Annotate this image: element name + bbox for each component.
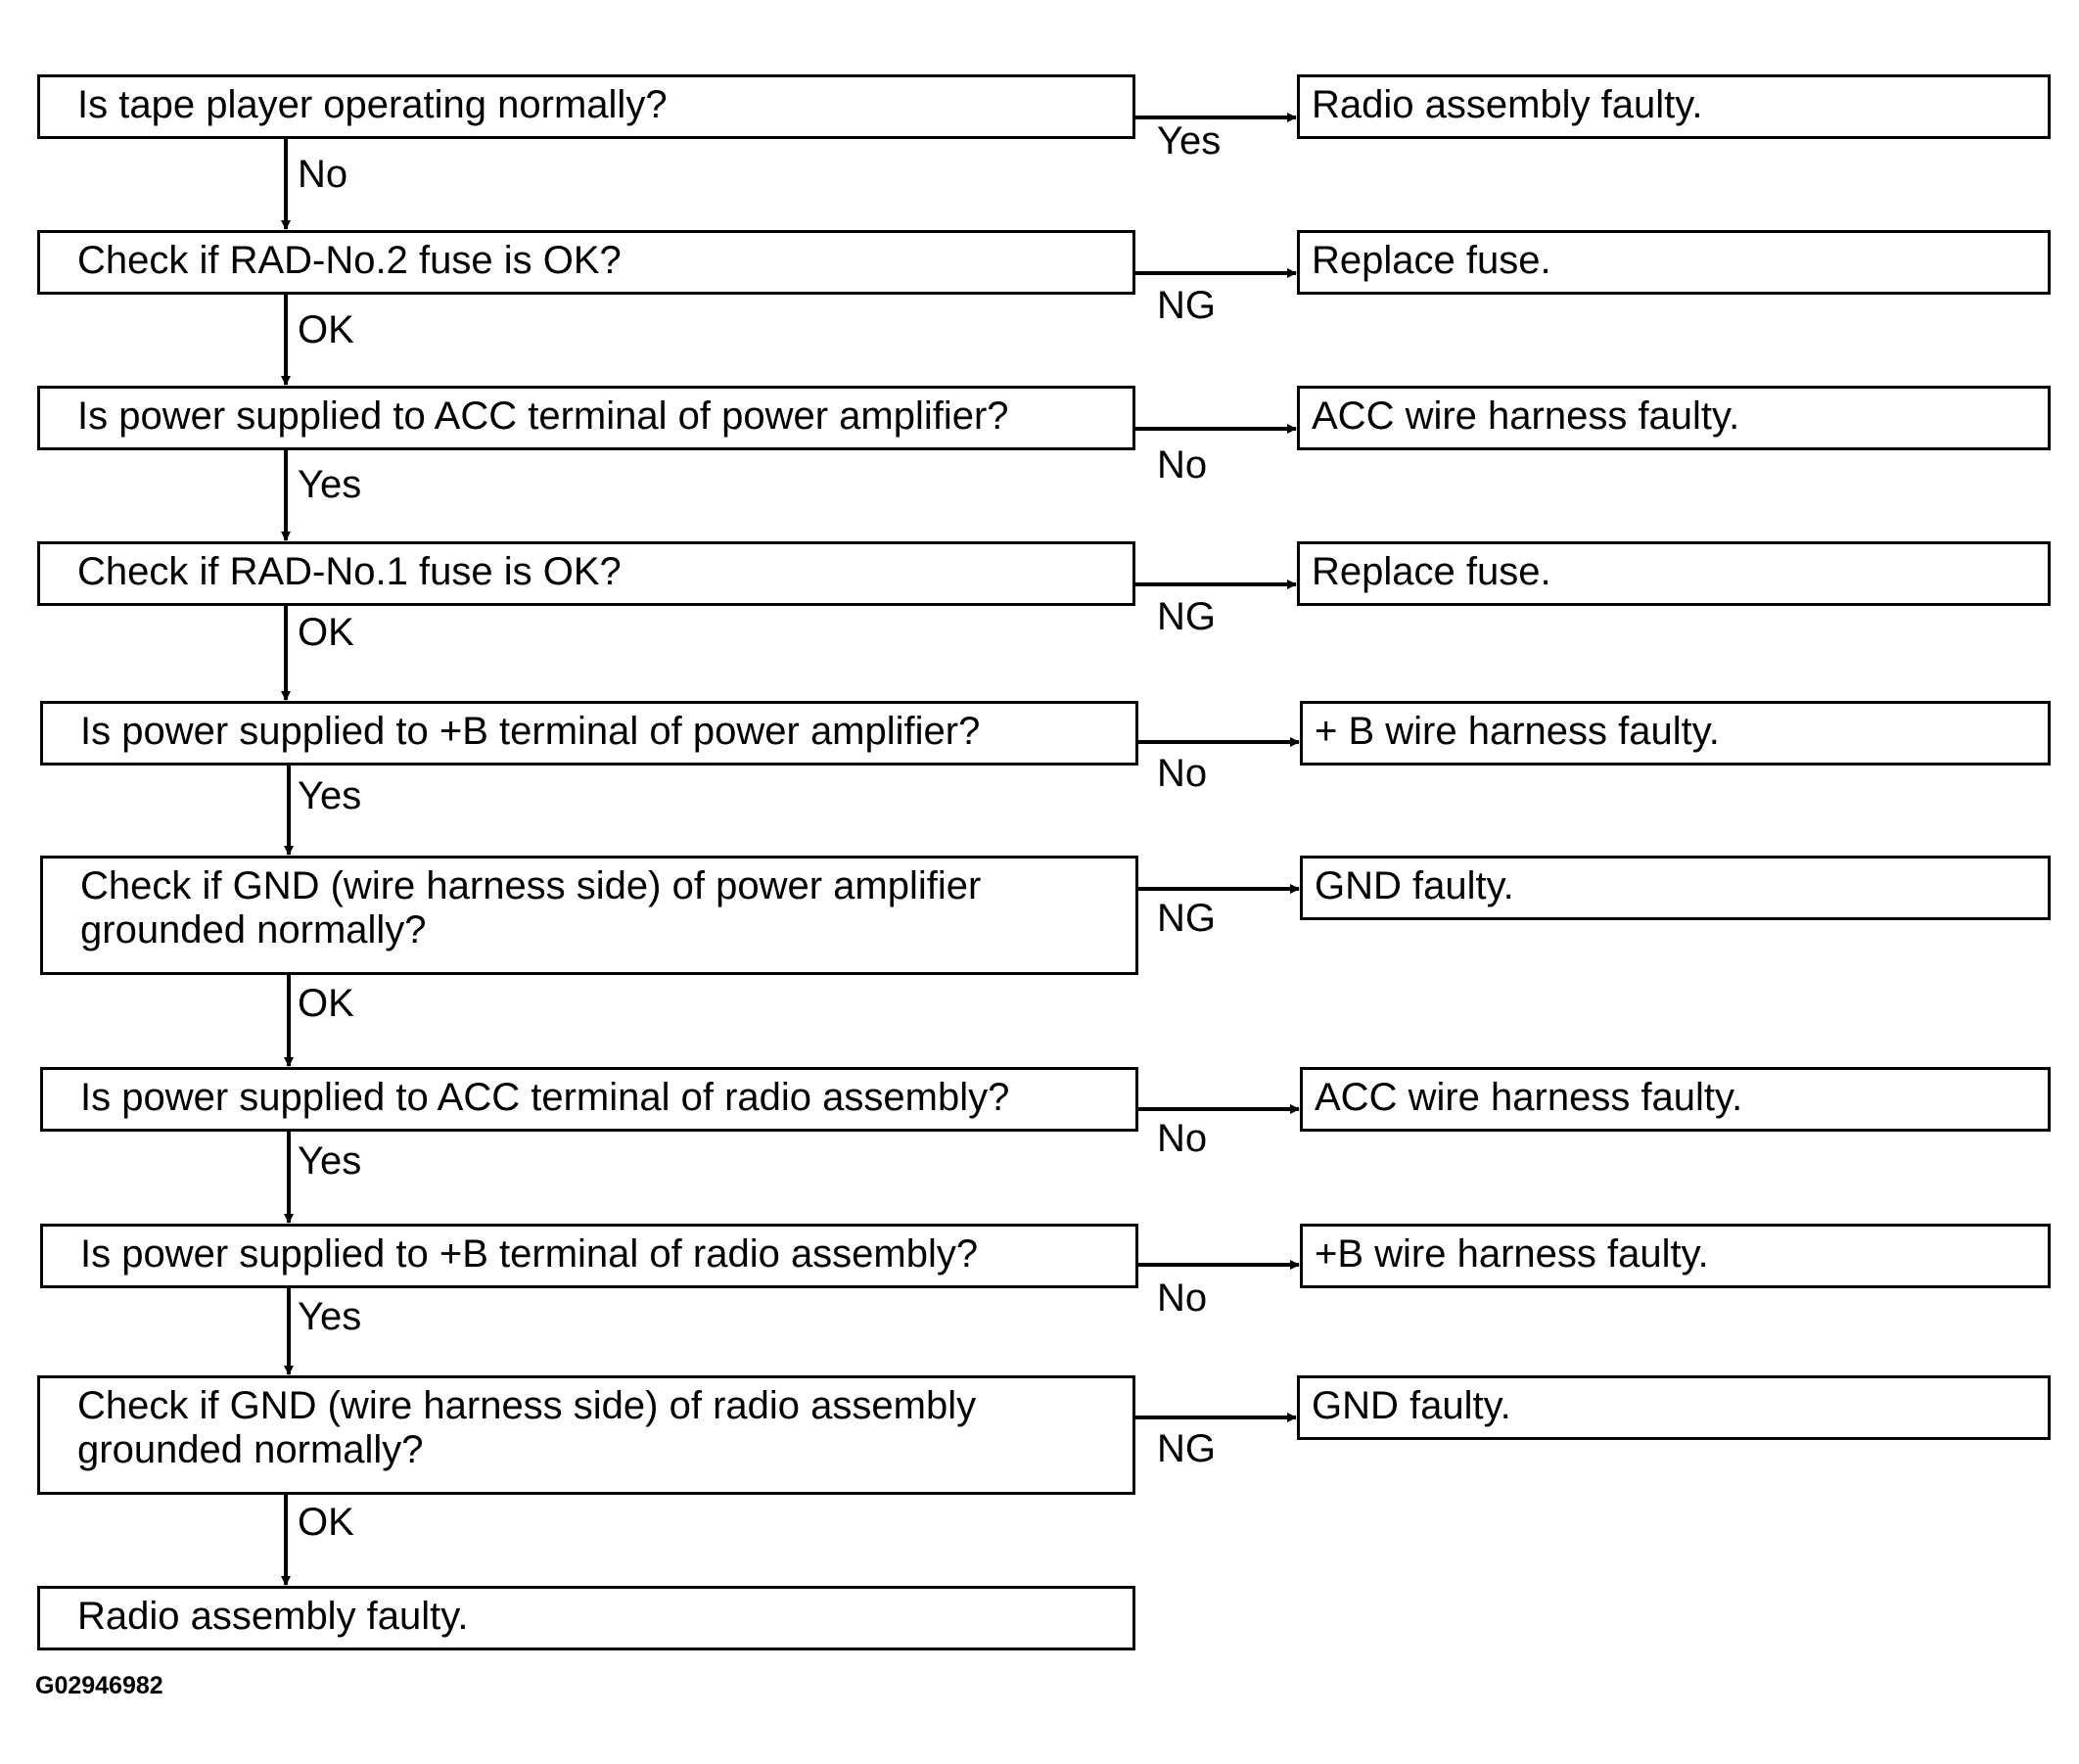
branch-label-1: Yes xyxy=(1157,119,1222,162)
question-box-3: Is power supplied to ACC terminal of power amplifier? xyxy=(37,386,1135,450)
outcome-box-6: GND faulty. xyxy=(1300,856,2051,920)
figure-id: G02946982 xyxy=(35,1672,163,1699)
question-box-5: Is power supplied to +B terminal of power amplifier? xyxy=(40,701,1138,766)
question-box-1: Is tape player operating normally? xyxy=(37,74,1135,139)
next-label-5: Yes xyxy=(298,774,362,817)
next-label-6: OK xyxy=(298,982,354,1025)
question-box-9: Check if GND (wire harness side) of radio assembly grounded normally? xyxy=(37,1375,1135,1495)
outcome-box-4: Replace fuse. xyxy=(1297,541,2051,606)
question-box-8: Is power supplied to +B terminal of radio assembly? xyxy=(40,1224,1138,1288)
next-label-9: OK xyxy=(298,1501,354,1544)
branch-label-6: NG xyxy=(1157,897,1216,940)
branch-label-9: NG xyxy=(1157,1427,1216,1470)
branch-label-7: No xyxy=(1157,1117,1208,1160)
outcome-box-3: ACC wire harness faulty. xyxy=(1297,386,2051,450)
branch-label-5: No xyxy=(1157,752,1208,795)
next-label-3: Yes xyxy=(298,463,362,506)
next-label-2: OK xyxy=(298,308,354,351)
question-box-4: Check if RAD-No.1 fuse is OK? xyxy=(37,541,1135,606)
next-label-8: Yes xyxy=(298,1295,362,1338)
branch-label-8: No xyxy=(1157,1277,1208,1320)
next-label-4: OK xyxy=(298,611,354,654)
question-box-6: Check if GND (wire harness side) of power amplifier grounded normally? xyxy=(40,856,1138,975)
next-label-7: Yes xyxy=(298,1139,362,1183)
question-box-2: Check if RAD-No.2 fuse is OK? xyxy=(37,230,1135,295)
final-result-box: Radio assembly faulty. xyxy=(37,1586,1135,1650)
outcome-box-2: Replace fuse. xyxy=(1297,230,2051,295)
question-box-7: Is power supplied to ACC terminal of radio assembly? xyxy=(40,1067,1138,1132)
next-label-1: No xyxy=(298,153,348,196)
outcome-box-1: Radio assembly faulty. xyxy=(1297,74,2051,139)
branch-label-3: No xyxy=(1157,443,1208,487)
branch-label-4: NG xyxy=(1157,595,1216,638)
outcome-box-7: ACC wire harness faulty. xyxy=(1300,1067,2051,1132)
outcome-box-5: + B wire harness faulty. xyxy=(1300,701,2051,766)
branch-label-2: NG xyxy=(1157,284,1216,327)
outcome-box-8: +B wire harness faulty. xyxy=(1300,1224,2051,1288)
outcome-box-9: GND faulty. xyxy=(1297,1375,2051,1440)
